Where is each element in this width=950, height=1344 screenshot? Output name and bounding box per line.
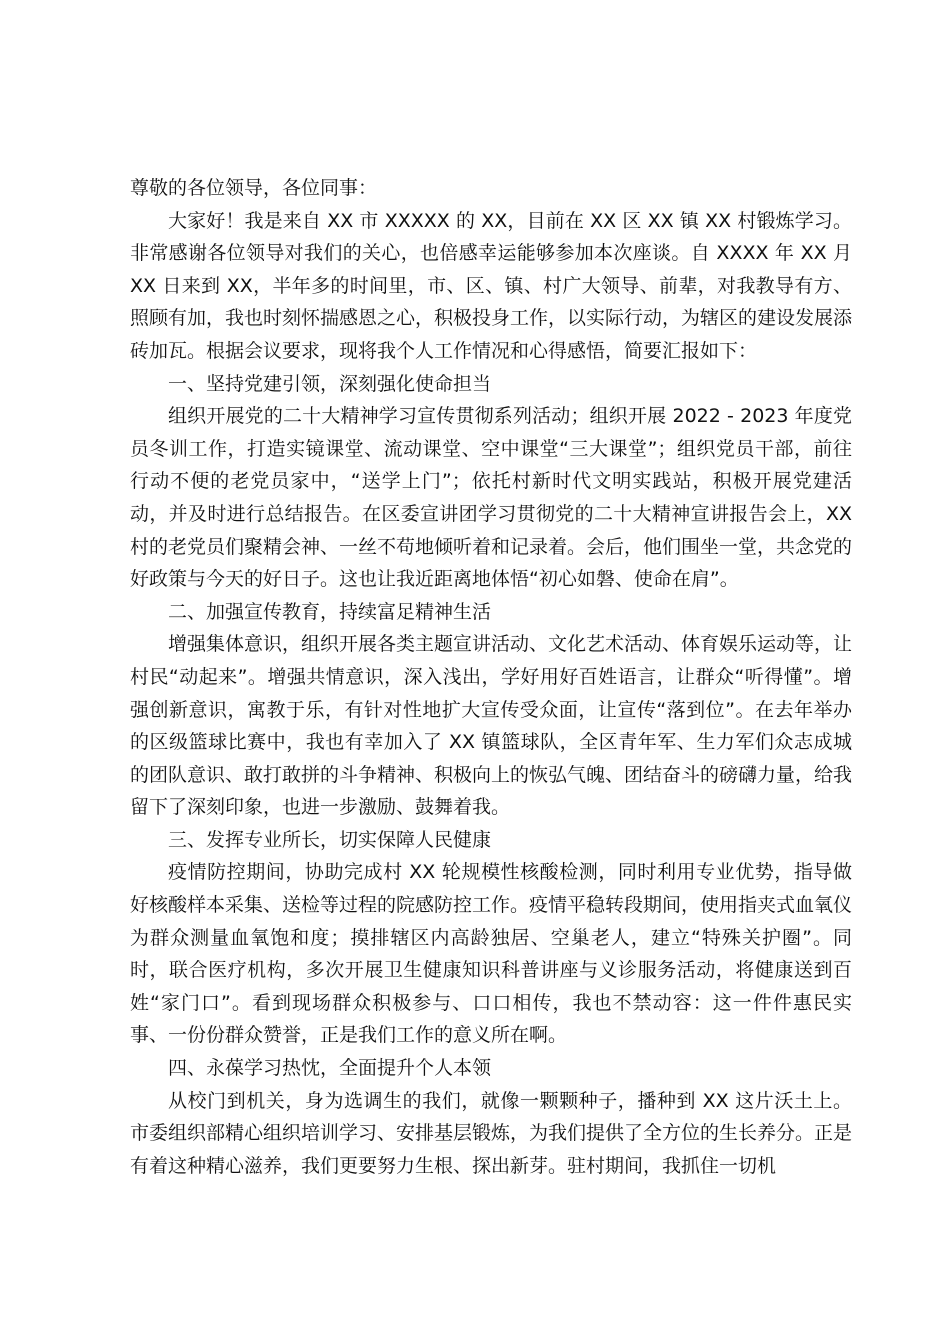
section-body-4: 从校门到机关，身为选调生的我们，就像一颗颗种子，播种到 XX 这片沃土上。市委组织部精心组织培训学习、安排基层锻炼，为我们提供了全方位的生长养分。正是有着这种精心滋养，我们更要努力生根、探出新芽。驻村期间，我抓住一切机 [130, 1089, 853, 1177]
section-heading-2: 二、加强宣传教育，持续富足精神生活 [168, 600, 492, 623]
salutation: 尊敬的各位领导，各位同事： [130, 177, 378, 199]
section-heading-4: 四、永葆学习热忱，全面提升个人本领 [168, 1057, 492, 1080]
intro-paragraph: 大家好！我是来自 XX 市 XXXXX 的 XX，目前在 XX 区 XX 镇 XX 村锻炼学习。非常感谢各位领导对我们的关心，也倍感幸运能够参加本次座谈。自 XXXX 年 XX 月 XX 日来到 XX，半年多的时间里，市、区、镇、村广大领导、前辈，对我教导有方、照顾有加，我也时刻怀揣感恩之心，积极投身工作，以实际行动，为辖区的建设发展添砖加瓦。根据会议要求，现将我个人工作情况和心得感悟，简要汇报如下： [130, 209, 853, 362]
section-body-2: 增强集体意识，组织开展各类主题宣讲活动、文化艺术活动、体育娱乐运动等，让村民“动起来”。增强共情意识，深入浅出，学好用好百姓语言，让群众“听得懂”。增强创新意识，寓教于乐，有针对性地扩大宣传受众面，让宣传“落到位”。在去年举办的区级篮球比赛中，我也有幸加入了 XX 镇篮球队，全区青年军、生力军们众志成城的团队意识、敢打敢拼的斗争精神、积极向上的恢弘气魄、团结奋斗的磅礴力量，给我留下了深刻印象，也进一步激励、鼓舞着我。 [130, 633, 853, 819]
section-heading-1: 一、坚持党建引领，深刻强化使命担当 [168, 372, 492, 395]
document-body [130, 172, 852, 1182]
section-body-1: 组织开展党的二十大精神学习宣传贯彻系列活动；组织开展 2022 - 2023 年度党员冬训工作，打造实镜课堂、流动课堂、空中课堂“三大课堂”；组织党员干部，前往行动不便的老党员家中，“送学上门”；依托村新时代文明实践站，积极开展党建活动，并及时进行总结报告。在区委宣讲团学习贯彻党的二十大精神宣讲报告会上，XX 村的老党员们聚精会神、一丝不苟地倾听着和记录着。会后，他们围坐一堂，共念党的好政策与今天的好日子。这也让我近距离地体悟“初心如磐、使命在肩”。 [130, 405, 853, 591]
section-body-3: 疫情防控期间，协助完成村 XX 轮规模性核酸检测，同时利用专业优势，指导做好核酸样本采集、送检等过程的院感防控工作。疫情平稳转段期间，使用指夹式血氧仪为群众测量血氧饱和度；摸排辖区内高龄独居、空巢老人，建立“特殊关护圈”。同时，联合医疗机构，多次开展卫生健康知识科普讲座与义诊服务活动，将健康送到百姓“家门口”。看到现场群众积极参与、口口相传，我也不禁动容：这一件件惠民实事、一份份群众赞誉，正是我们工作的意义所在啊。 [130, 861, 853, 1047]
section-heading-3: 三、发挥专业所长，切实保障人民健康 [168, 828, 492, 851]
